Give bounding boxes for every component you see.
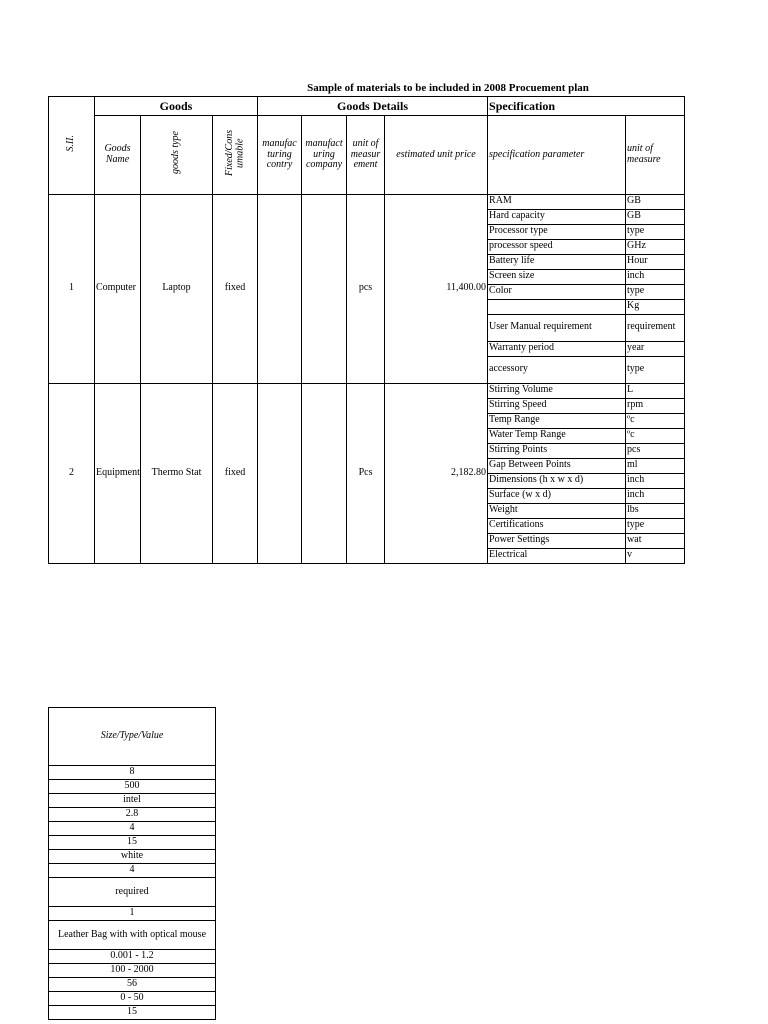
- table-row: [49, 921, 216, 950]
- header-estimated-unit-price: estimated unit price: [385, 116, 488, 195]
- item-sl: 1: [49, 194, 95, 383]
- spec-parameter: Stirring Speed: [488, 398, 626, 413]
- spec-parameter: processor speed: [488, 239, 626, 254]
- spec-unit: type: [626, 356, 685, 383]
- item-goods-type: Thermo Stat: [141, 383, 213, 563]
- spec-parameter: Stirring Volume: [488, 383, 626, 398]
- size-type-value-cell: white: [49, 850, 216, 864]
- item-fixed: fixed: [213, 383, 258, 563]
- header-unit-of-measure: unit of measure: [626, 116, 685, 195]
- table-row: [49, 850, 216, 864]
- table-row: [49, 836, 216, 850]
- table-row: [49, 1006, 216, 1020]
- item-manufacturing-company: [302, 383, 347, 563]
- item-manufacturing-country: [258, 383, 302, 563]
- spec-unit: year: [626, 341, 685, 356]
- size-type-value-cell: 15: [49, 1006, 216, 1020]
- spec-unit: L: [626, 383, 685, 398]
- spec-parameter: Surface (w x d): [488, 488, 626, 503]
- header-manufacturing-company: manufact uring company: [302, 116, 347, 195]
- spec-unit: type: [626, 284, 685, 299]
- size-type-value-cell: Leather Bag with with optical mouse: [49, 921, 216, 950]
- size-type-value-cell: 4: [49, 822, 216, 836]
- item-unit: Pcs: [347, 383, 385, 563]
- spec-unit: ºc: [626, 428, 685, 443]
- table-row: [49, 907, 216, 921]
- size-type-value-table: [48, 689, 216, 1020]
- size-type-value-cell: 100 - 2000: [49, 964, 216, 978]
- header-size-type-value: Size/Type/Value: [49, 708, 216, 766]
- header-manufacturing-country: manufac turing contry: [258, 116, 302, 195]
- spec-unit: pcs: [626, 443, 685, 458]
- table-row: [49, 383, 685, 398]
- spec-unit: v: [626, 548, 685, 563]
- header-unit-measurement: unit of measur ement: [347, 116, 385, 195]
- spec-unit: inch: [626, 488, 685, 503]
- table-row: [49, 864, 216, 878]
- size-type-value-cell: 1: [49, 907, 216, 921]
- size-type-value-cell: 4: [49, 864, 216, 878]
- spec-parameter: Gap Between Points: [488, 458, 626, 473]
- procurement-table: [48, 96, 685, 564]
- group-goods: Goods: [95, 97, 258, 116]
- spec-parameter: Temp Range: [488, 413, 626, 428]
- spec-unit: Hour: [626, 254, 685, 269]
- header-goods-type: goods type: [141, 116, 213, 195]
- table-row: [49, 822, 216, 836]
- size-type-value-cell: 0.001 - 1.2: [49, 950, 216, 964]
- spec-unit: inch: [626, 473, 685, 488]
- table-row: [49, 794, 216, 808]
- spec-unit: GHz: [626, 239, 685, 254]
- spec-parameter: Weight: [488, 503, 626, 518]
- spec-parameter: accessory: [488, 356, 626, 383]
- table-row: [49, 964, 216, 978]
- header-goods-name: Goods Name: [95, 116, 141, 195]
- size-type-value-cell: intel: [49, 794, 216, 808]
- spec-parameter: RAM: [488, 194, 626, 209]
- header-fixed-consumable: Fixed/Cons umable: [213, 116, 258, 195]
- spec-parameter: Processor type: [488, 224, 626, 239]
- spec-parameter: Water Temp Range: [488, 428, 626, 443]
- table-row: [49, 766, 216, 780]
- item-goods-name: Computer: [95, 194, 141, 383]
- spec-unit: type: [626, 224, 685, 239]
- size-type-value-cell: 8: [49, 766, 216, 780]
- item-fixed: fixed: [213, 194, 258, 383]
- spec-unit: ml: [626, 458, 685, 473]
- group-goods-details: Goods Details: [258, 97, 488, 116]
- table-row: [49, 194, 685, 209]
- spec-unit: wat: [626, 533, 685, 548]
- item-price: 2,182.80: [385, 383, 488, 563]
- size-type-value-cell: 2.8: [49, 808, 216, 822]
- spec-parameter: Hard capacity: [488, 209, 626, 224]
- spec-parameter: Screen size: [488, 269, 626, 284]
- spec-parameter: Certifications: [488, 518, 626, 533]
- spec-unit: GB: [626, 209, 685, 224]
- size-type-value-cell: 15: [49, 836, 216, 850]
- table-row: [49, 950, 216, 964]
- spec-parameter: Power Settings: [488, 533, 626, 548]
- spec-unit: requirement: [626, 314, 685, 341]
- spec-unit: lbs: [626, 503, 685, 518]
- header-spec-parameter: specification parameter: [488, 116, 626, 195]
- item-sl: 2: [49, 383, 95, 563]
- spec-parameter: Electrical: [488, 548, 626, 563]
- size-type-value-cell: 0 - 50: [49, 992, 216, 1006]
- table-row: [49, 978, 216, 992]
- spec-unit: rpm: [626, 398, 685, 413]
- item-manufacturing-country: [258, 194, 302, 383]
- size-type-value-cell: 56: [49, 978, 216, 992]
- spec-unit: Kg: [626, 299, 685, 314]
- size-type-value-cell: required: [49, 878, 216, 907]
- item-price: 11,400.00: [385, 194, 488, 383]
- spec-parameter: User Manual requirement: [488, 314, 626, 341]
- table-row: [49, 992, 216, 1006]
- spec-parameter: Dimensions (h x w x d): [488, 473, 626, 488]
- page-title: Sample of materials to be included in 2008 Procuement plan: [307, 82, 589, 94]
- group-specification: Specification: [488, 97, 685, 116]
- spec-parameter: Warranty period: [488, 341, 626, 356]
- spec-unit: inch: [626, 269, 685, 284]
- blank-row: [49, 689, 216, 708]
- item-manufacturing-company: [302, 194, 347, 383]
- table-row: [49, 808, 216, 822]
- table-row: [49, 780, 216, 794]
- header-sl: S.II.: [49, 97, 95, 195]
- size-type-value-cell: 500: [49, 780, 216, 794]
- spec-unit: GB: [626, 194, 685, 209]
- item-goods-type: Laptop: [141, 194, 213, 383]
- spec-parameter: Battery life: [488, 254, 626, 269]
- spec-unit: type: [626, 518, 685, 533]
- table-row: [49, 878, 216, 907]
- spec-parameter: [488, 299, 626, 314]
- item-unit: pcs: [347, 194, 385, 383]
- spec-parameter: Color: [488, 284, 626, 299]
- item-goods-name: Equipment: [95, 383, 141, 563]
- spec-parameter: Stirring Points: [488, 443, 626, 458]
- spec-unit: ºc: [626, 413, 685, 428]
